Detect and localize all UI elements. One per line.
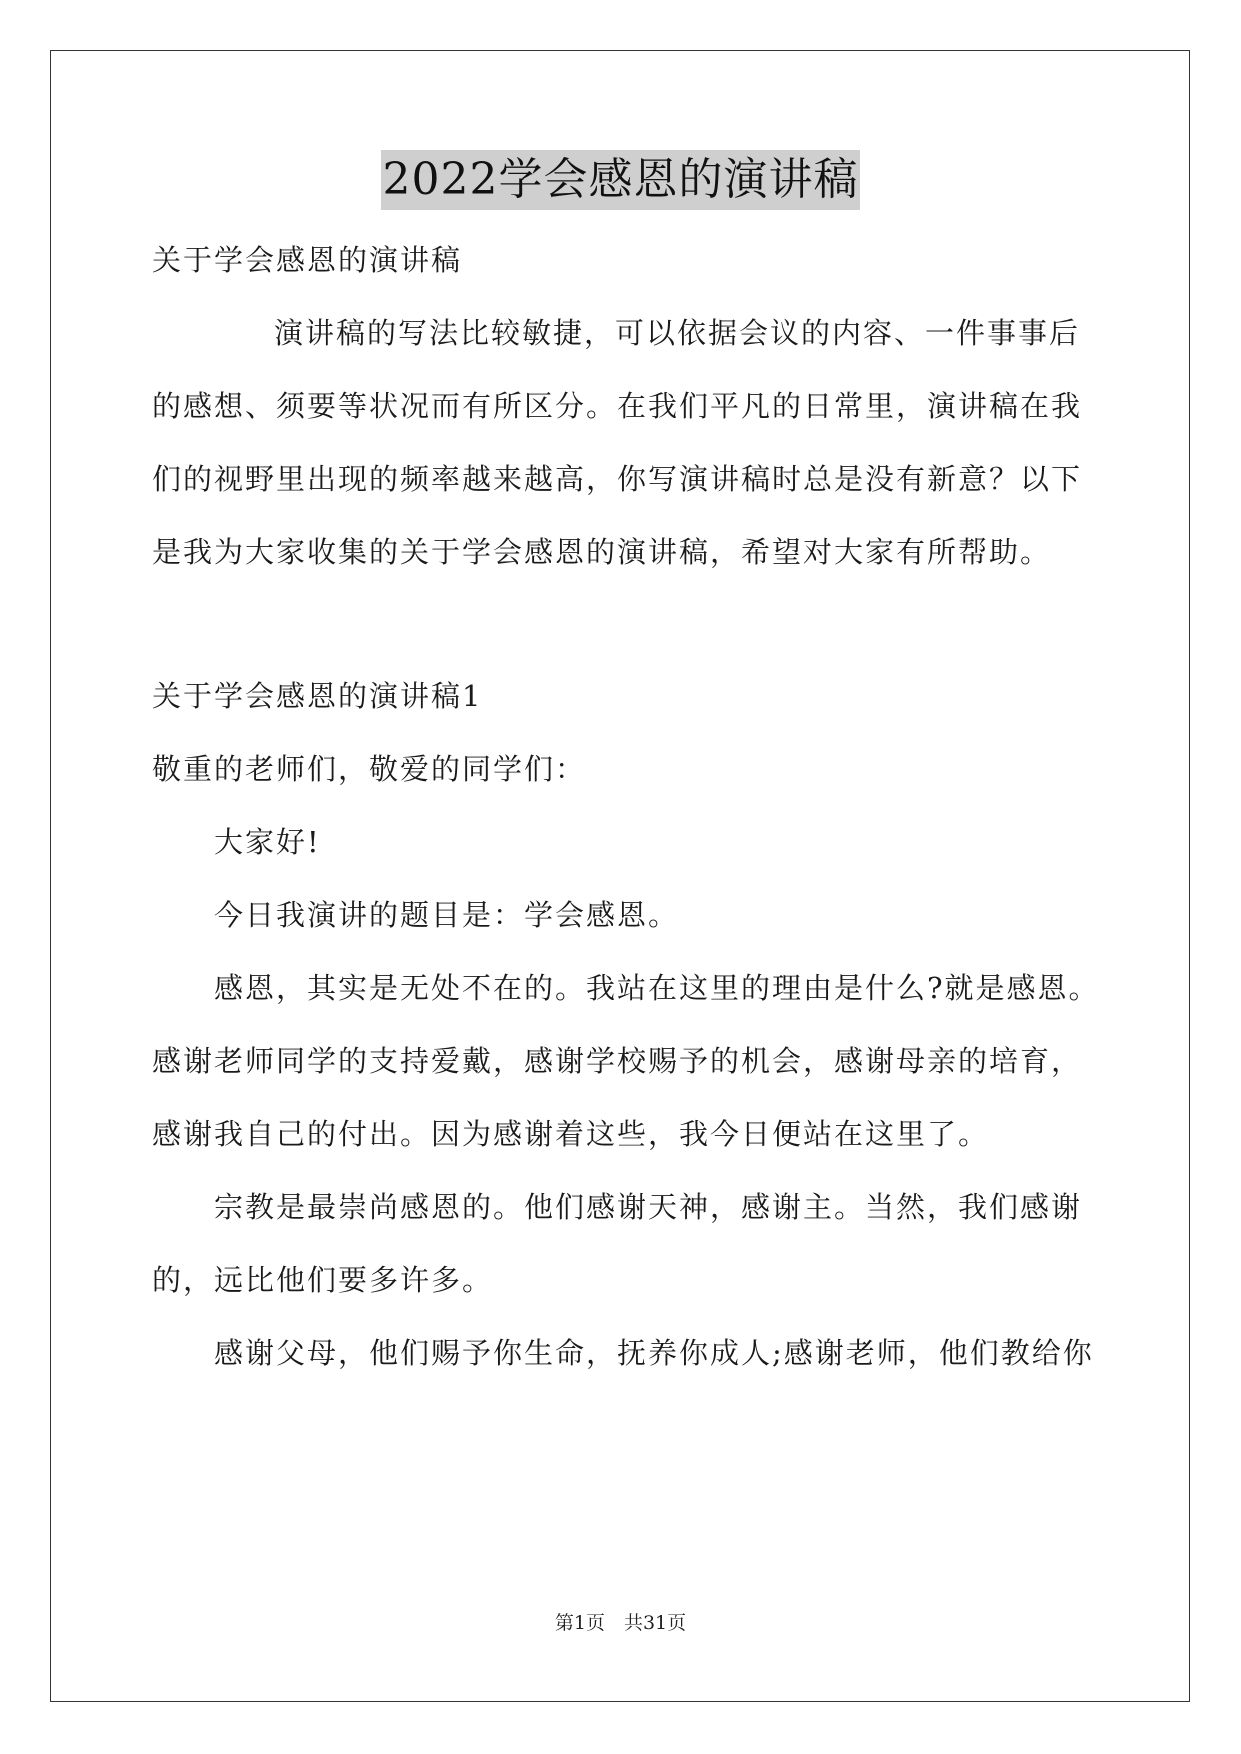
paragraph-line: 是我为大家收集的关于学会感恩的演讲稿，希望对大家有所帮助。 [152, 535, 1052, 569]
paragraph-line: 的，远比他们要多许多。 [152, 1263, 494, 1297]
paragraph-line: 感谢我自己的付出。因为感谢着这些，我今日便站在这里了。 [152, 1117, 990, 1151]
greeting-line: 大家好! [214, 825, 321, 859]
document-title: 2022学会感恩的演讲稿 [381, 150, 861, 210]
paragraph-line: 感恩，其实是无处不在的。我站在这里的理由是什么?就是感恩。 [214, 971, 1100, 1005]
paragraph-line: 感谢父母，他们赐予你生命，抚养你成人;感谢老师，他们教给你 [214, 1336, 1094, 1370]
paragraph-line: 们的视野里出现的频率越来越高，你写演讲稿时总是没有新意？以下 [152, 462, 1083, 496]
salutation-line: 敬重的老师们，敬爱的同学们： [152, 752, 587, 786]
page-border [50, 50, 1190, 1702]
paragraph-line: 宗教是最崇尚感恩的。他们感谢天神，感谢主。当然，我们感谢 [214, 1190, 1083, 1224]
paragraph-line: 演讲稿的写法比较敏捷，可以依据会议的内容、一件事事后 [274, 316, 1081, 350]
paragraph-line: 的感想、须要等状况而有所区分。在我们平凡的日常里，演讲稿在我 [152, 389, 1083, 423]
page-number: 第1页 共31页 [554, 1612, 687, 1634]
paragraph-line: 今日我演讲的题目是：学会感恩。 [214, 898, 680, 932]
section-heading: 关于学会感恩的演讲稿1 [152, 679, 483, 713]
paragraph-line: 感谢老师同学的支持爱戴，感谢学校赐予的机会，感谢母亲的培育， [152, 1044, 1083, 1078]
title-container [0, 150, 1241, 210]
subtitle-line: 关于学会感恩的演讲稿 [152, 243, 463, 277]
